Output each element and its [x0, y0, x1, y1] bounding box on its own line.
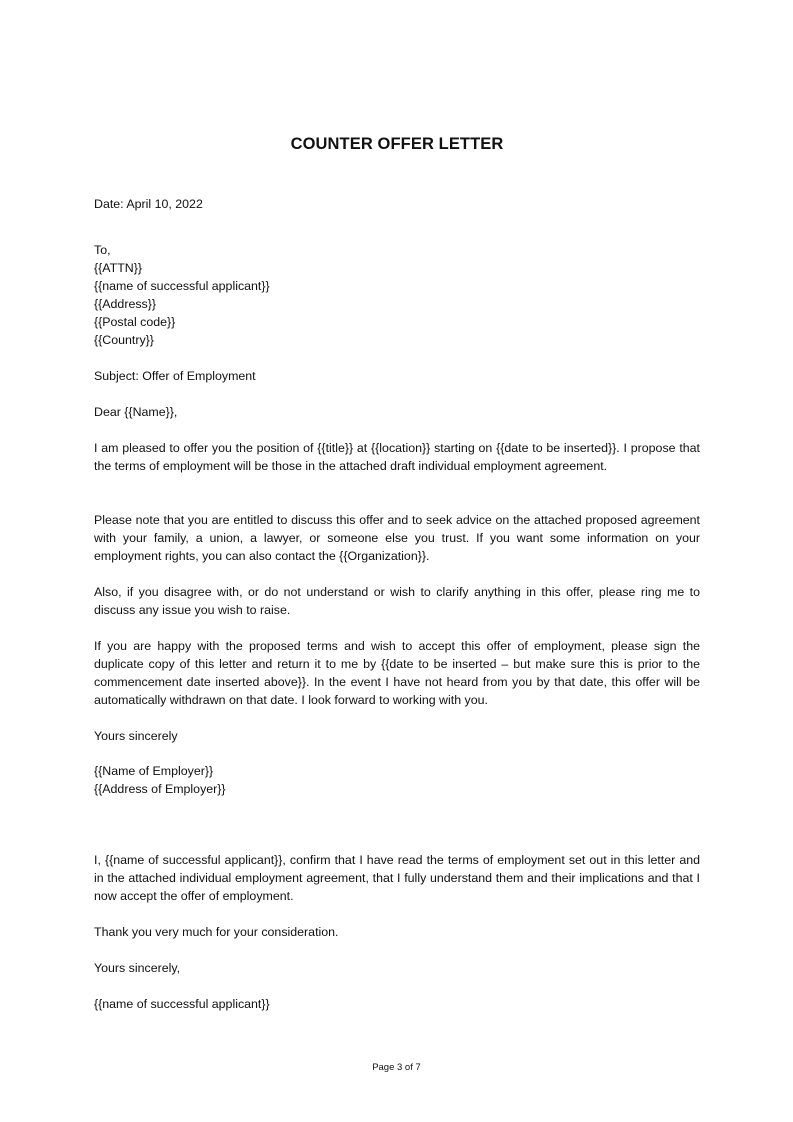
employer-address: {{Address of Employer}}: [94, 782, 226, 796]
confirmation-paragraph: I, {{name of successful applicant}}, confirm that I have read the terms of employment set out in this letter and in the attached individual employment agreement, that I fully understand them and their implications and that I now accept the offer of employment.: [94, 853, 700, 903]
salutation: Dear {{Name}},: [94, 405, 178, 419]
subject-line: Subject: Offer of Employment: [94, 369, 256, 383]
recipient-country: {{Country}}: [94, 333, 154, 347]
letter-title: COUNTER OFFER LETTER: [290, 135, 504, 153]
employer-block: [94, 762, 700, 798]
employer-name: {{Name of Employer}}: [94, 764, 214, 778]
signature-name: {{name of successful applicant}}: [94, 997, 270, 1011]
paragraph-accept: If you are happy with the proposed terms and wish to accept this offer of employment, please sign the duplicate copy of this letter and return it to me by {{date to be inserted – but make sure this is prior to the commencement date inserted above}}. In the event I have not heard from you by that date, this offer will be automatically withdrawn on that date. I look forward to working with you.: [94, 639, 700, 707]
page-number: Page 3 of 7: [372, 1062, 421, 1073]
recipient-block: [94, 241, 700, 349]
recipient-attn: {{ATTN}}: [94, 261, 142, 275]
recipient-to: To,: [94, 243, 111, 257]
thanks-line: Thank you very much for your consideration.: [94, 925, 339, 939]
paragraph-clarify: Also, if you disagree with, or do not understand or wish to clarify anything in this offer, please ring me to discuss any issue you wish to raise.: [94, 585, 700, 617]
date-line: Date: April 10, 2022: [94, 197, 203, 211]
recipient-postal-code: {{Postal code}}: [94, 315, 176, 329]
paragraph-advice: Please note that you are entitled to discuss this offer and to seek advice on the attached proposed agreement with your family, a union, a lawyer, or someone else you trust. If you want some information on your employment rights, you can also contact the {{Organization}}.: [94, 513, 700, 563]
recipient-name: {{name of successful applicant}}: [94, 279, 270, 293]
closing-2: Yours sincerely,: [94, 961, 181, 975]
closing: Yours sincerely: [94, 729, 178, 743]
recipient-address: {{Address}}: [94, 297, 157, 311]
paragraph-offer: I am pleased to offer you the position of {{title}} at {{location}} starting on {{date to be inserted}}. I propose that the terms of employment will be those in the attached draft individual employment agreement.: [94, 441, 700, 473]
